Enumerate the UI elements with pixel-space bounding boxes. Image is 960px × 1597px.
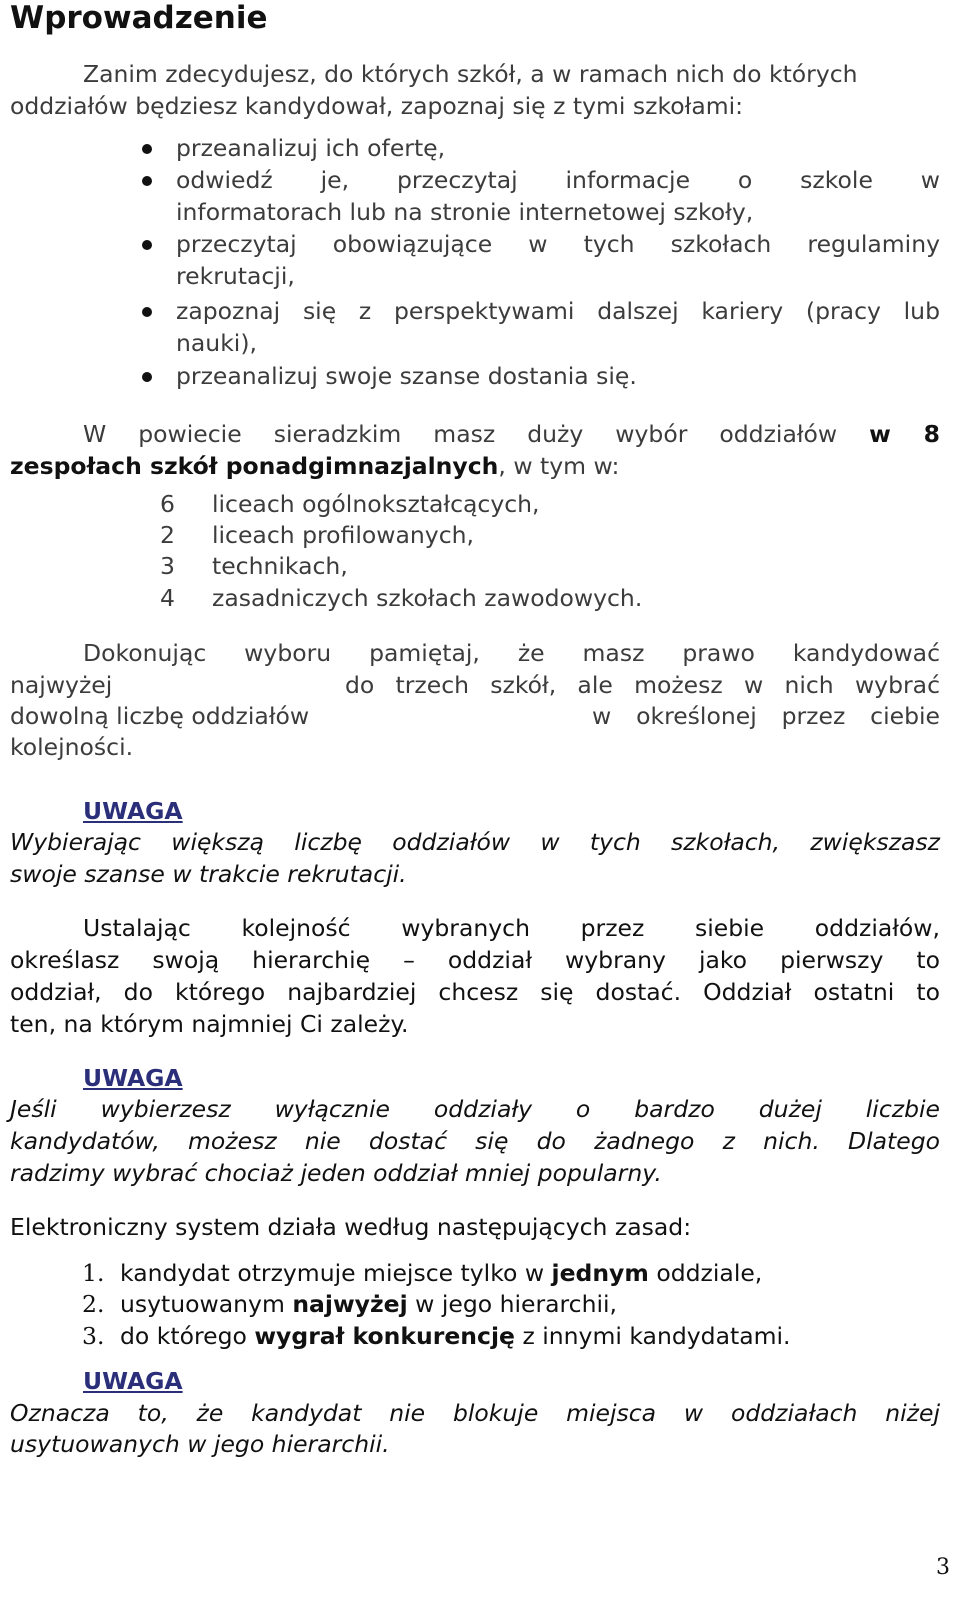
uwaga-text-line: kandydatów, możesz nie dostać się do żadnego z nich. Dlatego — [10, 1127, 940, 1155]
bullet-dot — [142, 176, 152, 186]
choice-line-2b: do trzech szkół, ale możesz w nich wybrać — [345, 671, 940, 699]
list-item-cont: nauki), — [176, 329, 257, 357]
county-line-1 — [83, 419, 940, 451]
choice-line-2a: najwyżej — [10, 671, 113, 699]
school-count: 6 — [160, 490, 175, 518]
bullet-dot — [142, 307, 152, 317]
order-line-1: Ustalając kolejność wybranych przez siebie oddziałów, — [83, 914, 940, 942]
rule-number: 2. — [82, 1290, 105, 1318]
uwaga-heading: UWAGA — [83, 797, 183, 825]
list-item: przeczytaj obowiązujące w tych szkołach regulaminy — [176, 230, 940, 258]
list-item: przeanalizuj swoje szanse dostania się. — [176, 362, 637, 390]
intro-line-1: Zanim zdecydujesz, do których szkół, a w ramach nich do których — [83, 60, 858, 88]
rule-number: 1. — [82, 1259, 105, 1287]
list-item: przeanalizuj ich ofertę, — [176, 134, 446, 162]
county-bold: w 8 — [869, 420, 940, 448]
list-item-cont: rekrutacji, — [176, 262, 295, 290]
choice-line-3b: w określonej przez ciebie — [592, 702, 940, 730]
intro-line-2: oddziałów będziesz kandydował, zapoznaj się z tymi szkołami: — [10, 92, 744, 120]
school-type: zasadniczych szkołach zawodowych. — [212, 584, 643, 612]
uwaga-heading: UWAGA — [83, 1064, 183, 1092]
list-item: odwiedź je, przeczytaj informacje o szkole w — [176, 166, 940, 194]
county-text: W powiecie sieradzkim masz duży wybór oddziałów — [83, 420, 838, 448]
rule-text: do którego wygrał konkurencję z innymi kandydatami. — [120, 1322, 791, 1350]
school-type: technikach, — [212, 552, 348, 580]
bullet-dot — [142, 240, 152, 250]
school-count: 2 — [160, 521, 175, 549]
school-type: liceach profilowanych, — [212, 521, 474, 549]
uwaga-heading: UWAGA — [83, 1367, 183, 1395]
choice-line-1: Dokonując wyboru pamiętaj, że masz prawo kandydować — [83, 639, 940, 667]
rule-text: usytuowanym najwyżej w jego hierarchii, — [120, 1290, 618, 1318]
order-line-3: oddział, do którego najbardziej chcesz się dostać. Oddział ostatni to — [10, 978, 940, 1006]
county-bold-2: zespołach szkół ponadgimnazjalnych — [10, 452, 499, 480]
bullet-dot — [142, 144, 152, 154]
uwaga-text-line: usytuowanych w jego hierarchii. — [10, 1430, 390, 1458]
school-type: liceach ogólnokształcących, — [212, 490, 540, 518]
bullet-dot — [142, 372, 152, 382]
uwaga-text-line: swoje szanse w trakcie rekrutacji. — [10, 860, 407, 888]
order-line-4: ten, na którym najmniej Ci zależy. — [10, 1010, 409, 1038]
list-item-cont: informatorach lub na stronie internetowej szkoły, — [176, 198, 754, 226]
rule-number: 3. — [82, 1322, 105, 1350]
rule-text: kandydat otrzymuje miejsce tylko w jednym oddziale, — [120, 1259, 763, 1287]
page-title: Wprowadzenie — [10, 0, 268, 36]
county-text-2: , w tym w: — [498, 452, 620, 480]
uwaga-text-line: radzimy wybrać chociaż jeden oddział mniej popularny. — [10, 1159, 662, 1187]
uwaga-text-line: Wybierając większą liczbę oddziałów w tych szkołach, zwiększasz — [10, 828, 940, 856]
school-count: 4 — [160, 584, 175, 612]
choice-line-4: kolejności. — [10, 733, 134, 761]
page-number: 3 — [936, 1555, 950, 1580]
choice-line-3a: dowolną liczbę oddziałów — [10, 702, 310, 730]
list-item: zapoznaj się z perspektywami dalszej kariery (pracy lub — [176, 297, 940, 325]
county-line-2 — [10, 451, 619, 483]
uwaga-text-line: Jeśli wybierzesz wyłącznie oddziały o bardzo dużej liczbie — [10, 1095, 940, 1123]
order-line-2: określasz swoją hierarchię – oddział wybrany jako pierwszy to — [10, 946, 940, 974]
school-count: 3 — [160, 552, 175, 580]
uwaga-text-line: Oznacza to, że kandydat nie blokuje miejsca w oddziałach niżej — [10, 1399, 940, 1427]
system-heading: Elektroniczny system działa według następujących zasad: — [10, 1213, 692, 1241]
